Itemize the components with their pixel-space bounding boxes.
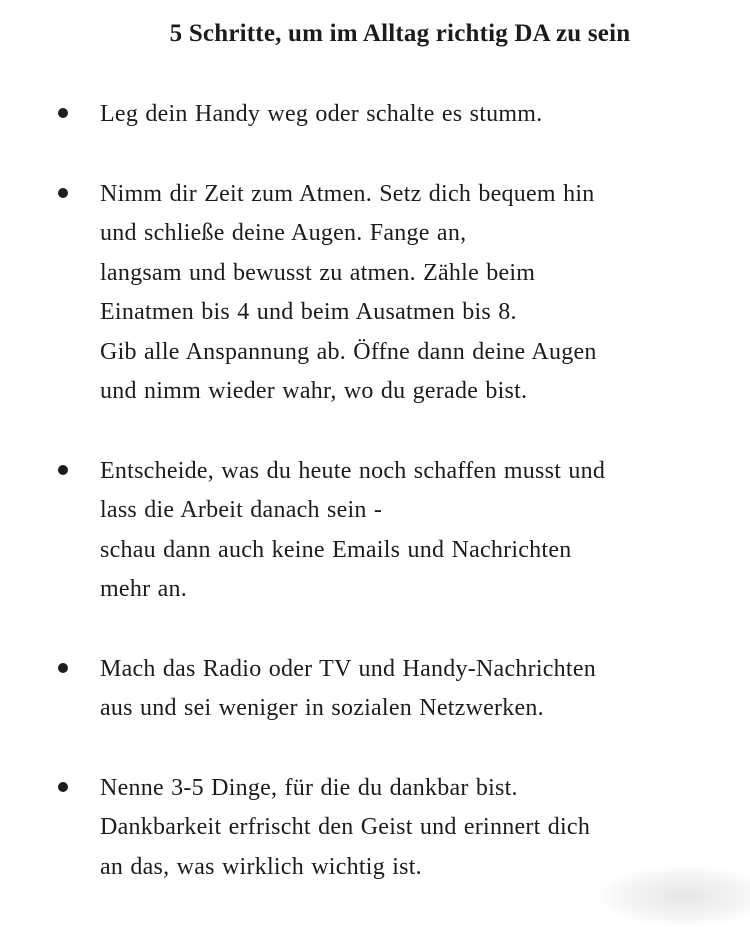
bullet-icon bbox=[58, 465, 68, 475]
list-item-text: aus und sei weniger in sozialen Netzwerken. bbox=[100, 695, 544, 721]
list-item bbox=[0, 175, 750, 412]
list-item-text: an das, was wirklich wichtig ist. bbox=[100, 853, 422, 880]
list-item-text: Leg dein Handy weg oder schalte es stumm. bbox=[100, 101, 543, 127]
list-item bbox=[0, 650, 750, 729]
list-item-text: schau dann auch keine Emails und Nachrichten bbox=[100, 536, 572, 563]
bullet-icon bbox=[58, 108, 68, 118]
list-item-text: Entscheide, was du heute noch schaffen musst und bbox=[100, 457, 606, 484]
page-title: 5 Schritte, um im Alltag richtig DA zu sein bbox=[169, 20, 631, 47]
list-item-text: und nimm wieder wahr, wo du gerade bist. bbox=[100, 378, 528, 404]
list-item bbox=[0, 769, 750, 888]
list-item-text: Einatmen bis 4 und beim Ausatmen bis 8. bbox=[100, 299, 517, 325]
list-item bbox=[0, 452, 750, 610]
list-item-text: Dankbarkeit erfrischt den Geist und erinnert dich bbox=[100, 814, 591, 840]
list-item-text: Mach das Radio oder TV und Handy-Nachrichten bbox=[100, 655, 596, 682]
bullet-icon bbox=[58, 188, 68, 198]
list-item bbox=[0, 95, 750, 135]
bullet-icon bbox=[58, 663, 68, 673]
list-item-text: lass die Arbeit danach sein - bbox=[100, 497, 383, 523]
bullet-icon bbox=[58, 782, 68, 792]
list-item-text: mehr an. bbox=[100, 576, 187, 602]
list-item-text: Nimm dir Zeit zum Atmen. Setz dich bequem hin bbox=[100, 180, 595, 207]
list-item-text: Nenne 3-5 Dinge, für die du dankbar bist. bbox=[100, 774, 518, 801]
list-item-text: langsam und bewusst zu atmen. Zähle beim bbox=[100, 259, 536, 286]
steps-list bbox=[0, 95, 750, 927]
list-item-text: Gib alle Anspannung ab. Öffne dann deine Augen bbox=[100, 338, 597, 365]
list-item-text: und schließe deine Augen. Fange an, bbox=[100, 220, 467, 246]
